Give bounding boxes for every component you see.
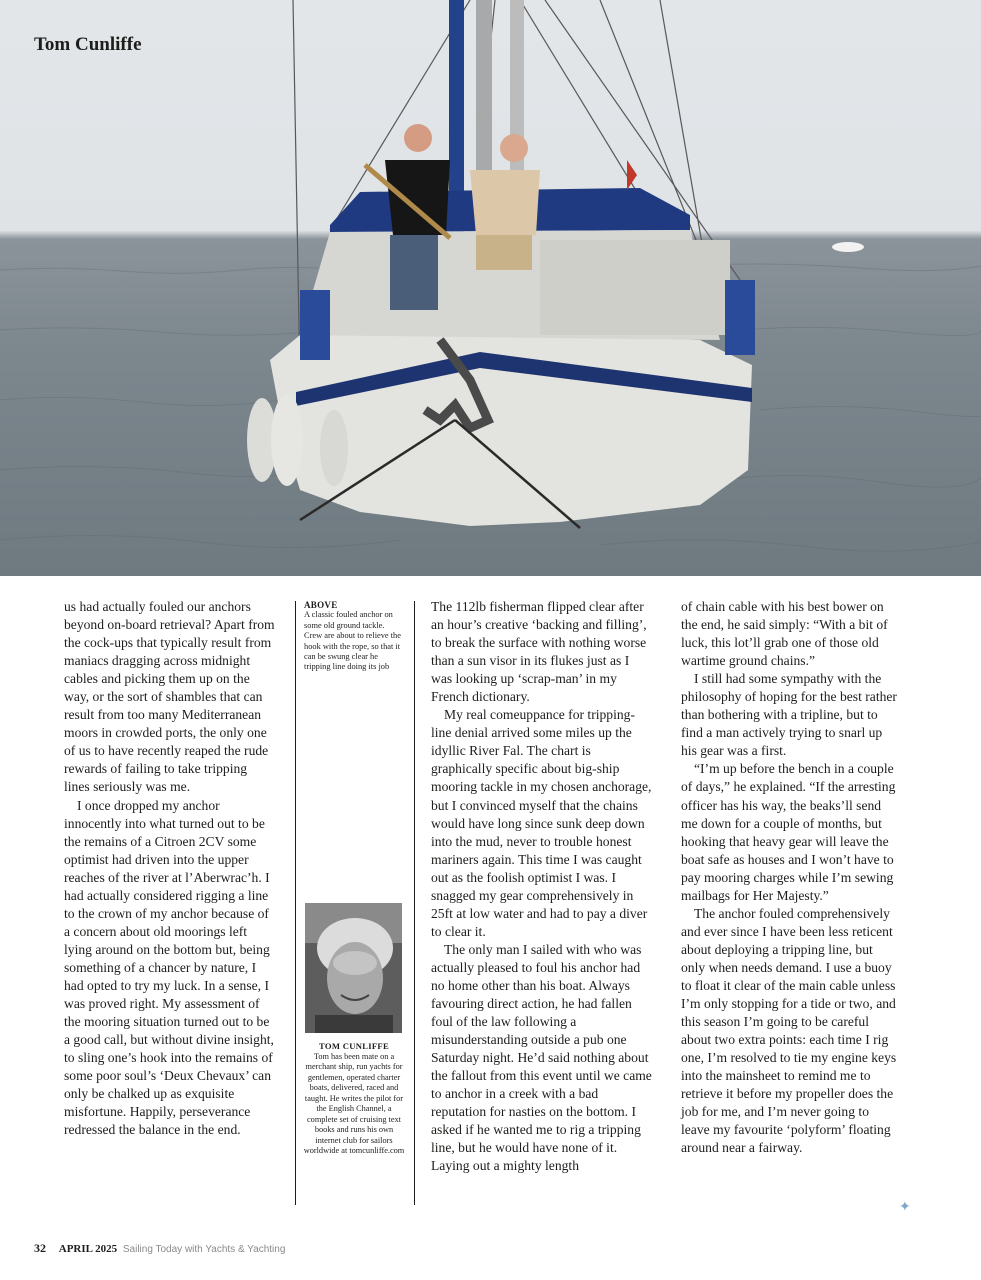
author-portrait xyxy=(305,903,402,1033)
paragraph: I once dropped my anchor innocently into what turned out to be the remains of a Citroen 2CV some optimist had driven into the upper reaches of the river at l’Aberwrac’h. I had actually considered rigging a line to the crown of my anchor because of a concern about old moorings left lying around on the bottom but, being something of a chancer by nature, I had opted to try my luck. In a sense, I was proved right. My assessment of the mooring situation turned out to be a good call, but without divine insight, to sling one’s hook into the remains of some poor soul’s ‘Deux Chevaux’ can only be chalked up as exquisite misfortune. Happily, perseverance redressed the balance in the end. xyxy=(64,797,274,1138)
article-column-3 xyxy=(431,598,653,1176)
sailing-yacht-photo xyxy=(0,0,981,576)
paragraph: “I’m up before the bench in a couple of days,” he explained. “If the arresting officer has his way, the beaks’ll send me down for a couple of months, but hooking that heavy gear will leave the boat safe as houses and I won’t have to pay mooring charges while I’m sewing mailbags for Her Majesty.” xyxy=(681,761,896,903)
issue-date: APRIL 2025 xyxy=(58,1243,118,1255)
end-of-article-icon: ✦ xyxy=(899,1200,911,1215)
paragraph: us had actually fouled our anchors beyond on-board retrieval? Apart from the cock-ups that typically result from maniacs dragging across midnight cables and picking them up on the way, or the sort of shambles that can result from too many Mediterranean moors in crowded ports, the only one of us to have recently reaped the rude rewards of failing to take tripping lines seriously was me. xyxy=(64,599,275,795)
paragraph: The only man I sailed with who was actually pleased to foul his anchor had no home other than his boat. Always favouring direct action, he had fallen foul of the law following a misunderstanding outside a pub one Saturday night. He’d said nothing about the fallout from this event until we came to anchor in a creek with a bad reputation for nasties on the bottom. I asked if he wanted me to rig a tripping line, but he would have none of it. Laying out a mighty length xyxy=(431,941,652,1174)
column-divider xyxy=(295,601,296,1205)
hero-photo xyxy=(0,0,981,576)
paragraph: The 112lb fisherman flipped clear after an hour’s creative ‘backing and filling’, to break the surface with nothing worse than a sun visor in its flukes just as I was looking up ‘scrap-man’ in my French dictionary. xyxy=(431,599,647,705)
caption-text: A classic fouled anchor on some old ground tackle. Crew are about to relieve the hook with the rope, so that it can be swung clear he tripping line doing its job xyxy=(304,610,401,672)
byline: Tom Cunliffe xyxy=(34,34,142,55)
article-column-1 xyxy=(64,598,276,1139)
photo-caption xyxy=(304,600,402,673)
article-column-4 xyxy=(681,598,899,1157)
bio-text: Tom has been mate on a merchant ship, run yachts for gentlemen, operated charter boats, delivered, raced and taught. He writes the pilot for the English Channel, a complete set of cruising text books and runs his own internet club for sailors worldwide at tomcunliffe.com xyxy=(303,1051,405,1155)
page-footer xyxy=(34,1241,285,1256)
page-number: 32 xyxy=(34,1241,46,1255)
paragraph: of chain cable with his best bower on the end, he said simply: “With a bit of luck, this lot’ll grab one of those old wartime ground chains.” xyxy=(681,599,888,669)
bio-heading: TOM CUNLIFFE xyxy=(318,1041,390,1051)
magazine-title: Sailing Today with Yachts & Yachting xyxy=(122,1244,286,1255)
column-divider xyxy=(414,601,415,1205)
author-portrait-image xyxy=(305,903,402,1033)
paragraph: I still had some sympathy with the philosophy of hoping for the best rather than bothering with a tripline, but to find a man actively trying to snarl up his gear was a first. xyxy=(681,671,897,759)
author-bio xyxy=(302,1041,406,1157)
paragraph: The anchor fouled comprehensively and ever since I have been less reticent about deploying a tripping line, but only when needs demand. I use a buoy to float it clear of the main cable unless I’m only stopping for a tide or two, and this season I’m going to be careful about two extra points: each time I rig one, I’m resolved to tie my engine keys into the mainsheet to remind me to retrieve it before my propeller does the job for me, and I’m never going to leave my favourite ‘polyform’ floating around near a fairway. xyxy=(681,905,897,1156)
paragraph: My real comeuppance for tripping-line denial arrived some miles up the idyllic River Fal. The chart is graphically specific about big-ship mooring tackle in my chosen anchorage, but I convinced myself that the chains would have long since sunk deep down into the mud, never to trouble honest mariners again. This time I was caught out as the foolish optimist I was. I snagged my gear comprehensively in 25ft at low water and had to pay a diver to clear it. xyxy=(431,707,652,939)
caption-heading: ABOVE xyxy=(304,600,338,610)
